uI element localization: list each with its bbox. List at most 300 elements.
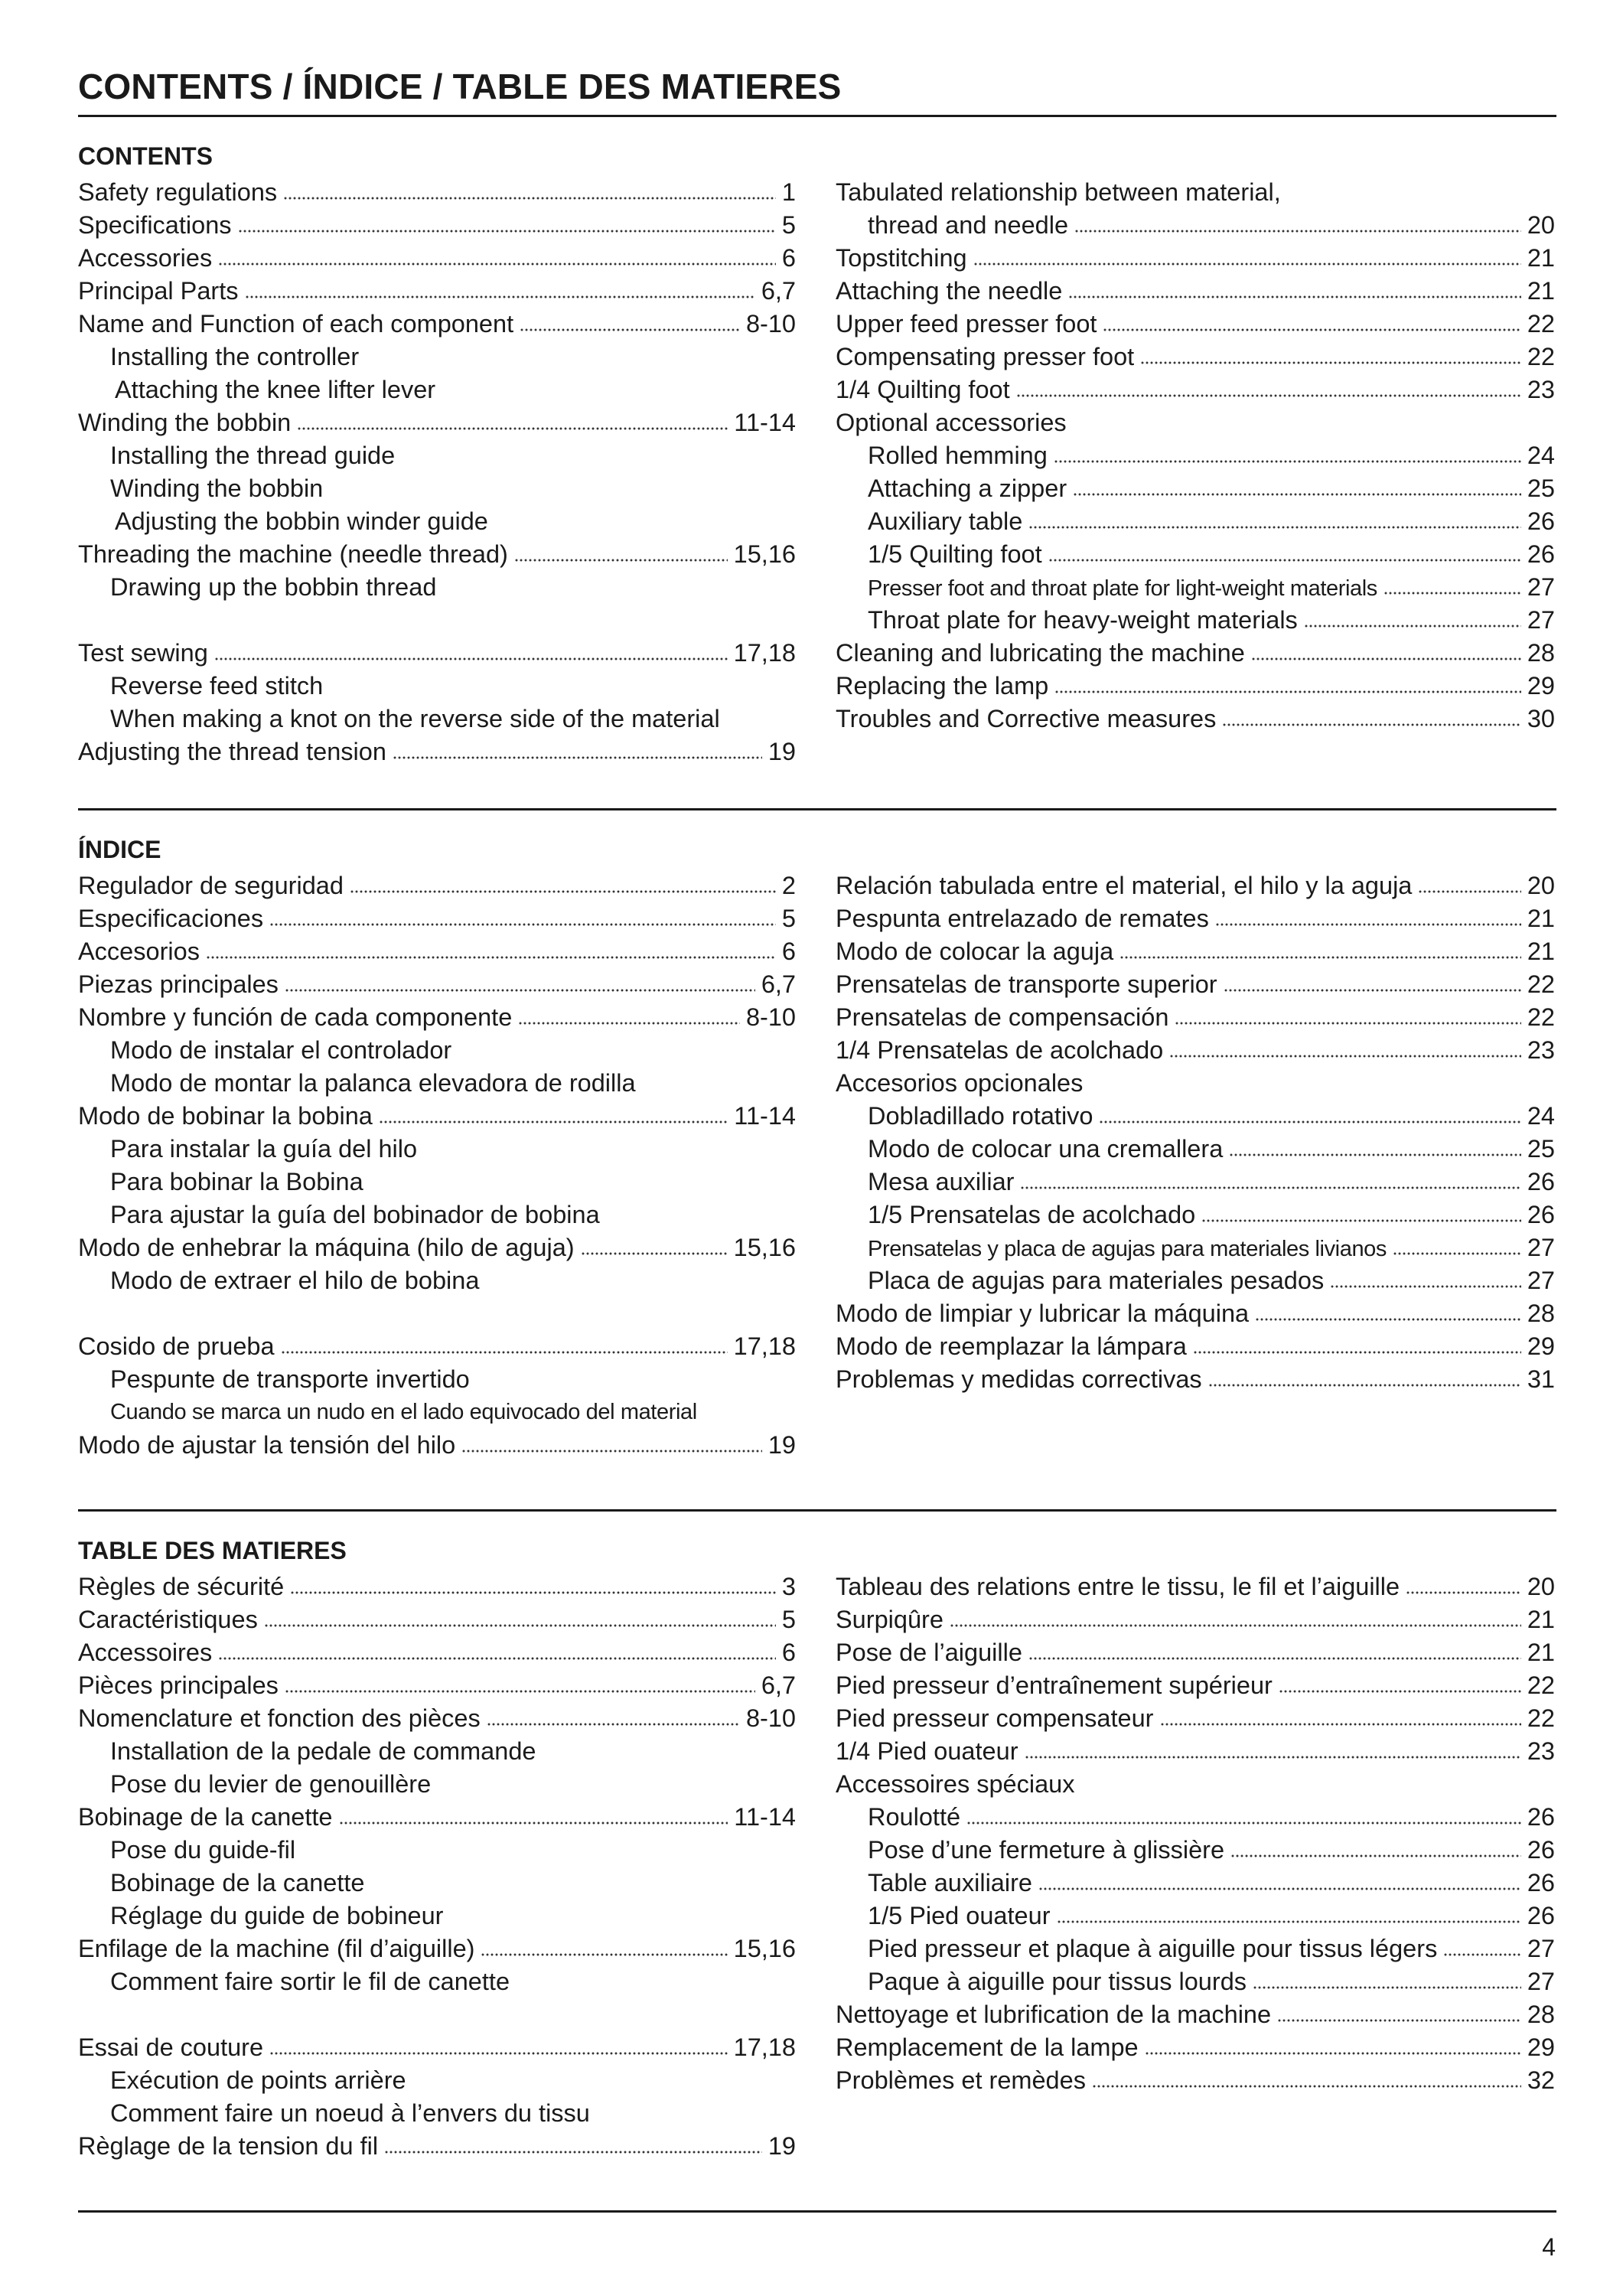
dot-leader [1054, 453, 1521, 464]
toc-entry-page: 27 [1527, 1234, 1555, 1261]
toc-entry [836, 1965, 1555, 1998]
toc-entry-title: Cuando se marca un nudo en el lado equivocado del material [110, 1400, 697, 1424]
toc-entry-title: Installing the controller [110, 343, 360, 370]
dot-leader [1119, 949, 1521, 960]
toc-entry-title: Pose du levier de genouillère [110, 1770, 432, 1798]
toc-entry-title: Modo de colocar una cremallera [868, 1135, 1224, 1163]
toc-entry-title: Winding the bobbin [78, 409, 292, 436]
toc-entry-title: Compensating presser foot [836, 343, 1135, 370]
toc-entry [78, 1264, 796, 1297]
toc-entry-page: 21 [1527, 277, 1555, 305]
toc-entry-title: Adjusting the bobbin winder guide [115, 507, 488, 535]
toc-entry-title: Winding the bobbin [110, 475, 324, 502]
toc-entry [78, 242, 796, 275]
toc-entry [836, 209, 1555, 242]
toc-entry [78, 1735, 796, 1768]
dot-leader [1160, 1716, 1521, 1727]
toc-entry [78, 209, 796, 242]
toc-entry-title: Threading the machine (needle thread) [78, 540, 508, 568]
toc-entry-title: Modo de reemplazar la lámpara [836, 1332, 1187, 1360]
toc-entry-page: 26 [1527, 540, 1555, 568]
toc-entry-title: Para instalar la guía del hilo [110, 1135, 418, 1163]
toc-entry-page: 15,16 [733, 1935, 796, 1962]
toc-entry-page: 21 [1527, 938, 1555, 965]
toc-entry-title: 1/5 Prensatelas de acolchado [868, 1201, 1196, 1228]
dot-leader [218, 256, 776, 266]
toc-entry [836, 406, 1555, 439]
dot-leader [264, 1617, 776, 1628]
toc-entry [78, 1900, 796, 1932]
toc-entry-page: 11-14 [734, 409, 796, 436]
toc-entry-page: 19 [768, 2132, 796, 2160]
dot-leader [481, 1946, 727, 1957]
dot-leader [1140, 354, 1521, 365]
toc-entry-page: 15,16 [733, 540, 796, 568]
toc-entry-page: 11-14 [734, 1102, 796, 1130]
toc-entry [836, 472, 1555, 505]
toc-entry-page: 22 [1527, 1704, 1555, 1732]
toc-entry [836, 1768, 1555, 1801]
toc-entry [836, 1834, 1555, 1867]
toc-entry-page: 23 [1527, 376, 1555, 403]
section-heading: CONTENTS [78, 142, 213, 170]
dot-leader [245, 289, 755, 299]
toc-entry-title: Pose du guide-fil [110, 1836, 296, 1864]
contents-section [78, 136, 1556, 765]
toc-entry [836, 1001, 1555, 1034]
toc-entry-title: Prensatelas y placa de agujas para materiales livianos [868, 1237, 1387, 1261]
toc-entry-title: Dobladillado rotativo [868, 1102, 1093, 1130]
toc-entry-title: Pied presseur et plaque à aiguille pour tissus légers [868, 1935, 1438, 1962]
dot-leader [1020, 1179, 1520, 1190]
dot-leader [1208, 1377, 1521, 1388]
toc-entry-title: Pespunta entrelazado de remates [836, 905, 1209, 932]
dot-leader [1145, 2045, 1521, 2056]
toc-entry [836, 1231, 1555, 1264]
toc-entry [78, 1834, 796, 1867]
toc-entry-page: 21 [1527, 1639, 1555, 1666]
toc-entry [836, 341, 1555, 373]
toc-entry-title: Replacing the lamp [836, 672, 1049, 700]
toc-entry-title: Prensatelas de transporte superior [836, 970, 1217, 998]
toc-entry [836, 308, 1555, 341]
toc-entry [78, 406, 796, 439]
toc-entry [836, 1867, 1555, 1900]
dot-leader [1175, 1015, 1520, 1026]
toc-entry [836, 935, 1555, 968]
toc-entry [836, 2031, 1555, 2064]
footer-rule [78, 2210, 1556, 2213]
section-heading: TABLE DES MATIERES [78, 1537, 347, 1564]
toc-entry-title: Exécution de points arrière [110, 2066, 406, 2094]
toc-entry [78, 1998, 796, 2031]
toc-entry-page: 21 [1527, 244, 1555, 272]
toc-entry-title: Modo de bobinar la bobina [78, 1102, 373, 1130]
dot-leader [1099, 1114, 1520, 1124]
toc-entry-page: 17,18 [733, 2033, 796, 2061]
toc-entry [78, 2097, 796, 2130]
toc-entry-page: 22 [1527, 1671, 1555, 1699]
dot-leader [1038, 1880, 1521, 1891]
toc-entry [836, 1603, 1555, 1636]
toc-entry [78, 1867, 796, 1900]
toc-entry-page: 26 [1527, 507, 1555, 535]
toc-entry [78, 1801, 796, 1834]
toc-entry-page: 26 [1527, 1902, 1555, 1929]
toc-entry-page: 3 [781, 1573, 796, 1600]
toc-entry-title: Comment faire sortir le fil de canette [110, 1968, 510, 1995]
toc-entry-page: 6,7 [761, 277, 796, 305]
toc-entry [78, 1330, 796, 1363]
toc-entry [78, 505, 796, 538]
toc-column-left [78, 869, 796, 1462]
toc-entry [836, 1264, 1555, 1297]
toc-entry [836, 275, 1555, 308]
dot-leader [1253, 1979, 1521, 1990]
toc-column-left [78, 1570, 796, 2163]
dot-leader [1255, 1311, 1521, 1322]
toc-entry-page: 26 [1527, 1168, 1555, 1195]
dot-leader [966, 1815, 1521, 1825]
toc-entry-title: Modo de montar la palanca elevadora de rodilla [110, 1069, 636, 1097]
dot-leader [1418, 883, 1520, 894]
toc-entry-title: Règlage de la tension du fil [78, 2132, 379, 2160]
toc-entry-title: Para bobinar la Bobina [110, 1168, 363, 1195]
dot-leader [1092, 2078, 1521, 2089]
dot-leader [1330, 1278, 1521, 1289]
toc-entry-title: Modo de extraer el hilo de bobina [110, 1267, 480, 1294]
toc-entry-page: 30 [1527, 705, 1555, 732]
toc-entry-title: Optional accessories [836, 409, 1067, 436]
toc-entry-title: Table auxiliaire [868, 1869, 1032, 1896]
dot-leader [1304, 618, 1521, 628]
toc-entry [78, 2031, 796, 2064]
dot-leader [281, 1344, 728, 1355]
dot-leader [461, 1443, 762, 1453]
toc-entry-title: Modo de limpiar y lubricar la máquina [836, 1300, 1250, 1327]
section-heading: ÍNDICE [78, 836, 161, 863]
dot-leader [520, 321, 740, 332]
toc-entry-title: Prensatelas de compensación [836, 1003, 1169, 1031]
toc-entry-page: 29 [1527, 2033, 1555, 2061]
toc-entry-title: Tabulated relationship between material, [836, 178, 1281, 206]
toc-entry-page: 22 [1527, 343, 1555, 370]
toc-entry [78, 1932, 796, 1965]
toc-entry [78, 1199, 796, 1231]
toc-entry [836, 242, 1555, 275]
dot-leader [973, 256, 1521, 266]
toc-entry [78, 968, 796, 1001]
toc-entry-title: Especificaciones [78, 905, 264, 932]
dot-leader [1054, 683, 1521, 694]
toc-entry [78, 1768, 796, 1801]
toc-entry-title: Pose d’une fermeture à glissière [868, 1836, 1225, 1864]
toc-entry [836, 869, 1555, 902]
toc-entry [78, 2064, 796, 2097]
toc-entry [836, 1100, 1555, 1133]
toc-entry-title: Test sewing [78, 639, 208, 667]
toc-entry-title: Cosido de prueba [78, 1332, 275, 1360]
toc-entry-title: Attaching the knee lifter lever [115, 376, 436, 403]
toc-entry [78, 1166, 796, 1199]
title-rule [78, 115, 1556, 117]
toc-entry-title: Pespunte de transporte invertido [110, 1365, 470, 1393]
toc-entry-title: Reverse feed stitch [110, 672, 324, 700]
dot-leader [1251, 651, 1521, 661]
dot-leader [1068, 289, 1521, 299]
dot-leader [283, 190, 776, 201]
toc-entry [78, 735, 796, 768]
toc-entry-page: 8-10 [745, 310, 796, 338]
toc-entry-page: 6 [781, 244, 796, 272]
toc-entry [836, 176, 1555, 209]
dot-leader [950, 1617, 1521, 1628]
toc-entry [836, 1067, 1555, 1100]
toc-entry [836, 1330, 1555, 1363]
toc-entry-page: 15,16 [733, 1234, 796, 1261]
toc-entry-title: Accessories [78, 244, 213, 272]
toc-entry-title: Pose de l’aiguille [836, 1639, 1022, 1666]
toc-entry-page: 26 [1527, 1869, 1555, 1896]
toc-entry [836, 1034, 1555, 1067]
toc-entry [78, 308, 796, 341]
toc-entry-title: Règles de sécurité [78, 1573, 285, 1600]
toc-entry-page: 28 [1527, 1300, 1555, 1327]
toc-entry [78, 869, 796, 902]
toc-entry-page: 5 [781, 211, 796, 239]
dot-leader [1193, 1344, 1521, 1355]
dot-leader [206, 949, 776, 960]
toc-entry-title: Rolled hemming [868, 442, 1048, 469]
toc-entry [78, 571, 796, 604]
toc-entry-title: Accesorios [78, 938, 200, 965]
toc-entry [78, 1001, 796, 1034]
toc-entry-page: 20 [1527, 1573, 1555, 1600]
toc-entry-title: Caractéristiques [78, 1606, 258, 1633]
toc-entry [78, 1570, 796, 1603]
toc-entry-title: Accessoires [78, 1639, 213, 1666]
toc-entry [78, 1034, 796, 1067]
dot-leader [285, 982, 755, 993]
toc-entry-title: Modo de enhebrar la máquina (hilo de aguja) [78, 1234, 575, 1261]
page-title: CONTENTS / ÍNDICE / TABLE DES MATIERES [78, 67, 842, 106]
toc-entry-title: Accessoires spéciaux [836, 1770, 1075, 1798]
toc-entry-page: 25 [1527, 1135, 1555, 1163]
dot-leader [1201, 1212, 1521, 1223]
toc-column-right [836, 176, 1555, 735]
dot-leader [1215, 916, 1521, 927]
dot-leader [379, 1114, 728, 1124]
toc-entry-page: 21 [1527, 905, 1555, 932]
toc-entry [836, 439, 1555, 472]
toc-entry-page: 6 [781, 938, 796, 965]
toc-entry-title: Regulador de seguridad [78, 872, 344, 899]
toc-entry-page: 27 [1527, 1935, 1555, 1962]
toc-entry-title: Cleaning and lubricating the machine [836, 639, 1245, 667]
toc-entry [836, 604, 1555, 637]
toc-entry-page: 22 [1527, 970, 1555, 998]
dot-leader [1048, 552, 1521, 563]
dot-leader [350, 883, 776, 894]
toc-entry-title: Upper feed presser foot [836, 310, 1097, 338]
toc-entry-title: Remplacement de la lampe [836, 2033, 1139, 2061]
toc-entry-page: 5 [781, 905, 796, 932]
dot-leader [1103, 321, 1520, 332]
toc-entry [836, 968, 1555, 1001]
dot-leader [1073, 486, 1521, 497]
toc-entry [836, 373, 1555, 406]
dot-leader [1383, 585, 1521, 595]
toc-entry [78, 2130, 796, 2163]
toc-entry-title: Presser foot and throat plate for light-weight materials [868, 576, 1377, 601]
section-rule [78, 1509, 1556, 1512]
toc-entry-page: 6,7 [761, 1671, 796, 1699]
toc-entry-title: Placa de agujas para materiales pesados [868, 1267, 1325, 1294]
dot-leader [290, 1584, 776, 1595]
toc-entry-page: 1 [781, 178, 796, 206]
toc-entry-page: 31 [1527, 1365, 1555, 1393]
toc-entry-title: Accesorios opcionales [836, 1069, 1084, 1097]
toc-entry-title: thread and needle [868, 211, 1069, 239]
toc-entry-title: Para ajustar la guía del bobinador de bobina [110, 1201, 600, 1228]
dot-leader [269, 2045, 728, 2056]
toc-entry [836, 1702, 1555, 1735]
toc-entry-page: 23 [1527, 1737, 1555, 1765]
toc-entry [78, 275, 796, 308]
page-number: 4 [1542, 2233, 1556, 2261]
dot-leader [1074, 223, 1521, 233]
toc-entry [78, 1363, 796, 1396]
toc-entry [836, 902, 1555, 935]
toc-entry-title: Principal Parts [78, 277, 239, 305]
toc-entry [78, 1231, 796, 1264]
toc-entry [836, 1133, 1555, 1166]
toc-entry-title: Bobinage de la canette [78, 1803, 333, 1831]
toc-entry-page: 22 [1527, 310, 1555, 338]
toc-entry-title: Nettoyage et lubrification de la machine [836, 2001, 1272, 2028]
toc-entry-page: 20 [1527, 211, 1555, 239]
toc-entry-title: Comment faire un noeud à l’envers du tissu [110, 2099, 590, 2127]
toc-entry [836, 505, 1555, 538]
toc-entry-title: Pied presseur d’entraînement supérieur [836, 1671, 1273, 1699]
dot-leader [384, 2144, 762, 2154]
toc-entry-title: Paque à aiguille pour tissus lourds [868, 1968, 1247, 1995]
toc-entry [78, 902, 796, 935]
toc-entry-page: 11-14 [734, 1803, 796, 1831]
toc-entry-page: 21 [1527, 1606, 1555, 1633]
toc-entry-page: 17,18 [733, 639, 796, 667]
toc-entry [836, 1801, 1555, 1834]
toc-entry-page: 6,7 [761, 970, 796, 998]
toc-entry [836, 1570, 1555, 1603]
toc-entry-title: Piezas principales [78, 970, 279, 998]
toc-entry-title: Installation de la pedale de commande [110, 1737, 536, 1765]
toc-entry-page: 19 [768, 1431, 796, 1459]
toc-entry [78, 703, 796, 735]
toc-entry [836, 670, 1555, 703]
toc-entry-title: Bobinage de la canette [110, 1869, 365, 1896]
toc-entry-page: 20 [1527, 872, 1555, 899]
toc-entry-title: 1/4 Prensatelas de acolchado [836, 1036, 1164, 1064]
toc-entry [78, 1429, 796, 1462]
toc-entry-title: Mesa auxiliar [868, 1168, 1015, 1195]
toc-entry-page: 26 [1527, 1803, 1555, 1831]
dot-leader [1279, 1683, 1521, 1694]
toc-entry-title: Essai de couture [78, 2033, 264, 2061]
dot-leader [1443, 1946, 1521, 1957]
toc-entry [836, 703, 1555, 735]
toc-entry [78, 472, 796, 505]
toc-entry [78, 1067, 796, 1100]
dot-leader [393, 749, 762, 760]
toc-entry [836, 637, 1555, 670]
toc-column-left [78, 176, 796, 768]
toc-entry [836, 1669, 1555, 1702]
section-rule [78, 808, 1556, 810]
toc-entry [78, 341, 796, 373]
dot-leader [339, 1815, 728, 1825]
dot-leader [1406, 1584, 1521, 1595]
toc-entry [78, 1603, 796, 1636]
toc-entry [78, 637, 796, 670]
toc-entry [78, 1636, 796, 1669]
dot-leader [1028, 1650, 1521, 1661]
toc-entry-title: Problèmes et remèdes [836, 2066, 1086, 2094]
toc-entry [836, 571, 1555, 604]
toc-entry [78, 176, 796, 209]
toc-entry-title: Safety regulations [78, 178, 278, 206]
toc-entry-title: Troubles and Corrective measures [836, 705, 1217, 732]
toc-entry-page: 24 [1527, 442, 1555, 469]
dot-leader [238, 223, 776, 233]
toc-entry [836, 1363, 1555, 1396]
dot-leader [1224, 982, 1521, 993]
toc-entry [78, 439, 796, 472]
toc-entry-page: 25 [1527, 475, 1555, 502]
toc-entry-title: Adjusting the thread tension [78, 738, 386, 765]
toc-entry-title: 1/4 Pied ouateur [836, 1737, 1018, 1765]
toc-entry-page: 27 [1527, 573, 1555, 601]
toc-entry-page: 24 [1527, 1102, 1555, 1130]
dot-leader [1393, 1245, 1521, 1256]
toc-entry [78, 1396, 796, 1429]
toc-entry-title: Specifications [78, 211, 232, 239]
dot-leader [487, 1716, 740, 1727]
toc-entry-page: 8-10 [745, 1003, 796, 1031]
dot-leader [518, 1015, 740, 1026]
toc-entry [836, 1297, 1555, 1330]
toc-entry [78, 935, 796, 968]
toc-column-right [836, 869, 1555, 1396]
toc-entry-title: Attaching the needle [836, 277, 1063, 305]
toc-entry-title: Nombre y función de cada componente [78, 1003, 513, 1031]
dot-leader [297, 420, 728, 431]
toc-entry-title: Roulotté [868, 1803, 961, 1831]
dot-leader [1222, 716, 1521, 727]
toc-entry-page: 2 [781, 872, 796, 899]
toc-entry [78, 1669, 796, 1702]
toc-entry [78, 1702, 796, 1735]
toc-entry-page: 28 [1527, 2001, 1555, 2028]
toc-entry-page: 28 [1527, 639, 1555, 667]
toc-entry-title: Topstitching [836, 244, 967, 272]
toc-entry [78, 373, 796, 406]
toc-entry-title: Tableau des relations entre le tissu, le fil et l’aiguille [836, 1573, 1400, 1600]
toc-entry-page: 29 [1527, 672, 1555, 700]
toc-entry-title: Attaching a zipper [868, 475, 1067, 502]
toc-entry-title: Modo de instalar el controlador [110, 1036, 452, 1064]
toc-entry-page: 6 [781, 1639, 796, 1666]
